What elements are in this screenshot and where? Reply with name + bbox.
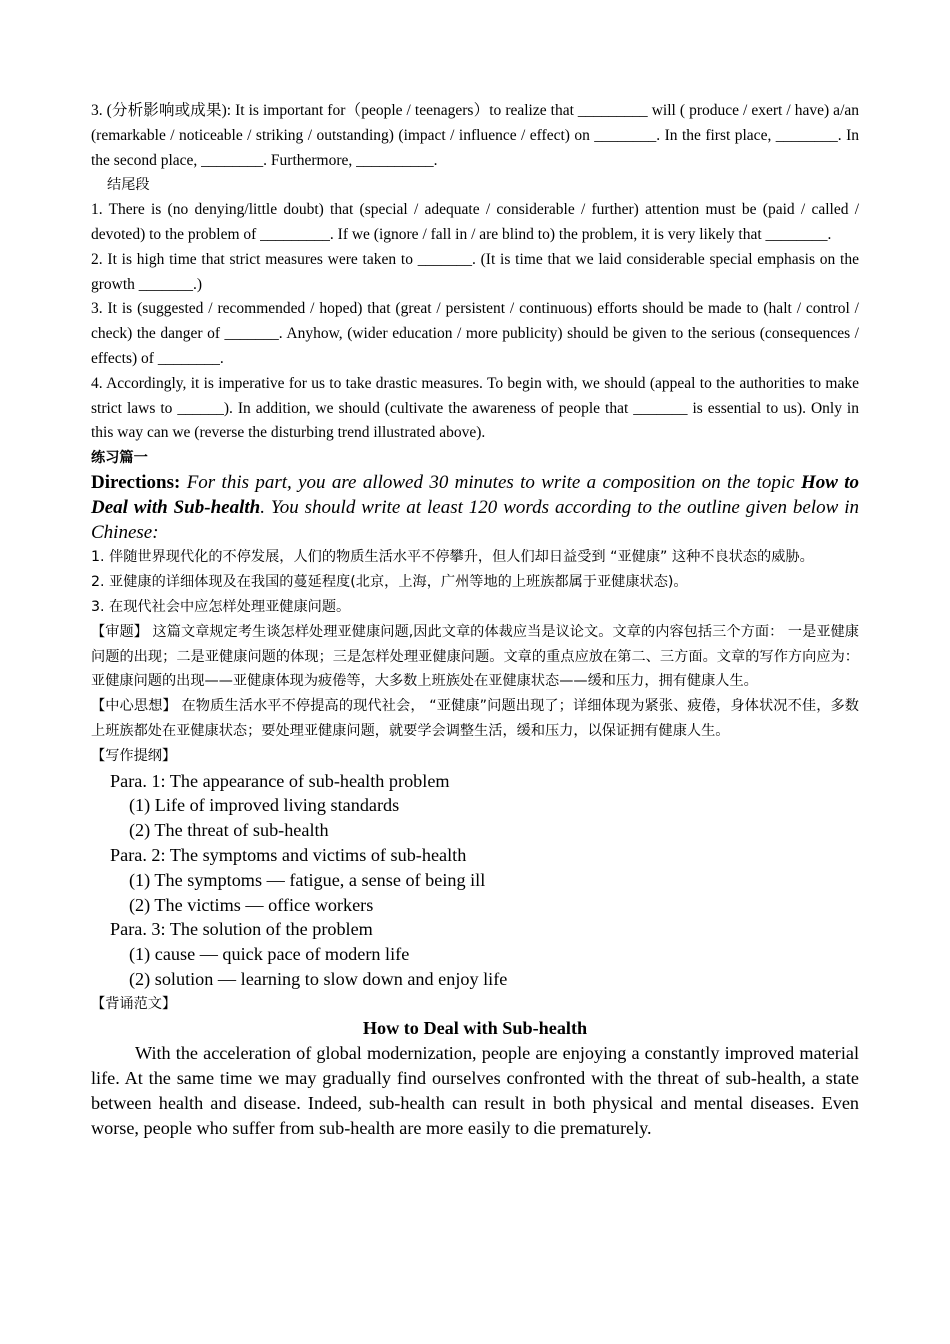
outline-para-1: Para. 1: The appearance of sub-health problem <box>110 770 450 791</box>
closing-item-4: 4. Accordingly, it is imperative for us to take drastic measures. To begin with, we should (appeal to the authorities to make strict laws to ______). In addition, we should (cultivate the awareness of people that _______ is essential to us). Only in this way can we (reverse the disturbing trend illustrated above). <box>91 374 859 442</box>
outline-item: (2) The victims — office workers <box>129 894 374 915</box>
closing-item-3: 3. It is (suggested / recommended / hoped) that (great / persistent / continuous) efforts should be made to (halt / control / check) the danger of _______. Anyhow, (wider education / more publicity) should be given to the serious (consequences / effects) of ________. <box>91 300 859 367</box>
outline-item: (1) The symptoms — fatigue, a sense of being ill <box>129 869 486 890</box>
outline-cn-1: 1. 伴随世界现代化的不停发展，人们的物质生活水平不停攀升，但人们却日益受到 “亚健康” 这种不良状态的威胁。 <box>91 549 814 566</box>
model-essay-heading: 【背诵范文】 <box>91 995 177 1012</box>
outline-item: (2) solution — learning to slow down and enjoy life <box>129 968 508 989</box>
exercise-heading: 练习篇一 <box>91 450 148 467</box>
directions-topic: How to Deal with Sub-health <box>91 471 860 518</box>
template-item-3: 3. (分析影响或成果): It is important for（people / teenagers）to realize that _________ will ( produce / exert / have) a/an (remarkable / noticeable / striking / outstanding) (impact / influence / effect) on ________. In the first place, ________. In the second place, ________. Furthermore, __________. <box>91 102 859 169</box>
document-page <box>91 99 859 1140</box>
outline-item: (1) Life of improved living standards <box>129 795 400 816</box>
outline-cn-3: 3. 在现代社会中应怎样处理亚健康问题。 <box>91 598 351 615</box>
analysis-paragraph: 【审题】 这篇文章规定考生谈怎样处理亚健康问题,因此文章的体裁应当是议论文。文章的内容包括三个方面： 一是亚健康问题的出现；二是亚健康问题的体现；三是怎样处理亚健康问题。文章的重点应放在第二、三方面。文章的写作方向应为：亚健康问题的出现——亚健康体现为疲倦等，大多数上班族处在亚健康状态——缓和压力，拥有健康人生。 <box>91 623 859 690</box>
directions-text-1: For this part, you are allowed 30 minutes to write a composition on the topic <box>180 471 801 493</box>
closing-item-1: 1. There is (no denying/little doubt) that (special / adequate / considerable / further) attention must be (paid / called / devoted) to the problem of _________. If we (ignore / fall in / are blind to) the problem, it is very likely that ________. <box>91 201 859 243</box>
outline-heading: 【写作提纲】 <box>91 747 177 764</box>
central-idea-paragraph: 【中心思想】 在物质生活水平不停提高的现代社会， “亚健康”问题出现了；详细体现为紧张、疲倦，身体状况不佳，多数上班族都处在亚健康状态；要处理亚健康问题，就要学会调整生活，缓和压力，以保证拥有健康人生。 <box>91 698 859 739</box>
directions-text-2: . You should write at least 120 words according to the outline given below in Chinese: <box>91 496 859 543</box>
closing-heading: 结尾段 <box>107 177 150 194</box>
directions <box>91 471 859 545</box>
essay-title: How to Deal with Sub-health <box>362 1018 588 1039</box>
directions-label: Directions: <box>91 471 181 493</box>
outline-cn-2: 2. 亚健康的详细体现及在我国的蔓延程度(北京，上海，广州等地的上班族都属于亚健康状态)。 <box>91 574 688 591</box>
outline-item: (2) The threat of sub-health <box>129 820 329 841</box>
closing-item-2: 2. It is high time that strict measures were taken to _______. (It is time that we laid considerable special emphasis on the growth _______.) <box>91 250 859 293</box>
outline-item: (1) cause — quick pace of modern life <box>129 944 410 965</box>
essay-paragraph: With the acceleration of global modernization, people are enjoying a constantly improved material life. At the same time we may gradually find ourselves confronted with the threat of sub-health, a state between health and disease. Indeed, sub-health can result in both physical and mental diseases. Even worse, people who suffer from sub-health are more easily to die prematurely. <box>91 1043 859 1138</box>
outline-para-3: Para. 3: The solution of the problem <box>110 919 373 940</box>
outline-para-2: Para. 2: The symptoms and victims of sub-health <box>110 844 467 865</box>
